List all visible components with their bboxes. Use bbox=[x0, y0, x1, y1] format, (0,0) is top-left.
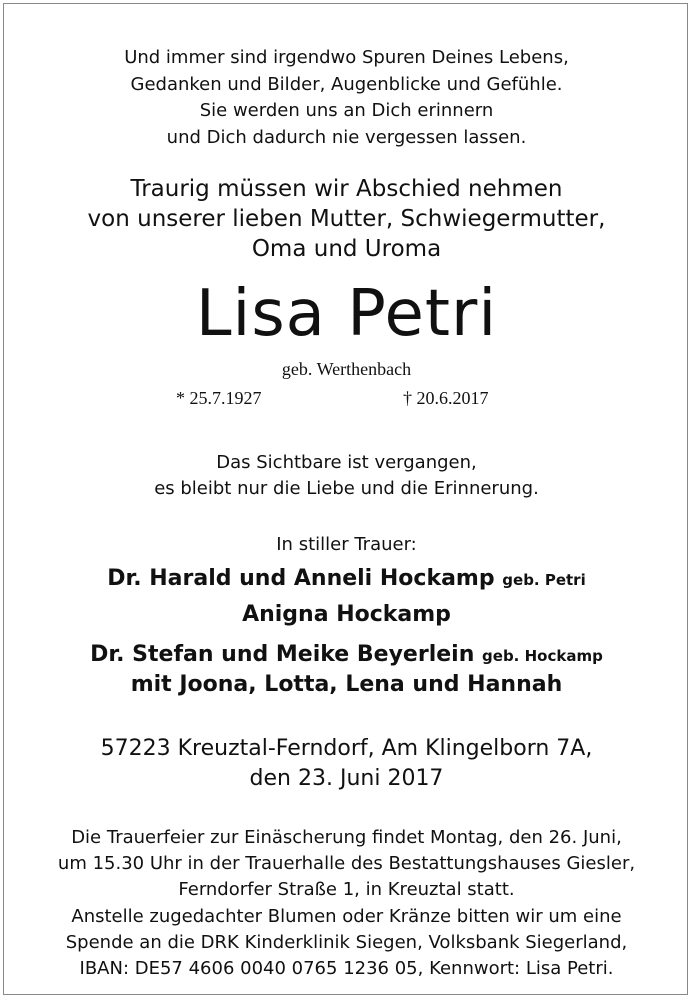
quote-line: es bleibt nur die Liebe und die Erinnerung. bbox=[154, 478, 539, 499]
address-block bbox=[0, 734, 693, 794]
funeral-service-info bbox=[0, 825, 693, 903]
donation-request bbox=[0, 904, 693, 982]
family-member-note: geb. Hockamp bbox=[482, 647, 603, 665]
service-line: Die Trauerfeier zur Einäscherung findet Montag, den 26. Juni, bbox=[71, 827, 622, 848]
memorial-quote bbox=[0, 450, 693, 502]
family-member-name: mit Joona, Lotta, Lena und Hannah bbox=[130, 672, 563, 697]
poem-line: Gedanken und Bilder, Augenblicke und Gefühle. bbox=[130, 73, 563, 95]
donation-line: Spende an die DRK Kinderklinik Siegen, Volksbank Siegerland, bbox=[65, 932, 628, 953]
date-line: den 23. Juni 2017 bbox=[249, 766, 444, 791]
poem-line: und Dich dadurch nie vergessen lassen. bbox=[166, 126, 527, 148]
family-member bbox=[0, 600, 693, 630]
service-line: um 15.30 Uhr in der Trauerhalle des Bestattungshauses Giesler, bbox=[57, 853, 636, 874]
deceased-name: Lisa Petri bbox=[195, 277, 498, 351]
intro-line: Traurig müssen wir Abschied nehmen bbox=[130, 176, 563, 202]
family-member-name: Dr. Stefan und Meike Beyerlein bbox=[90, 642, 475, 667]
family-member bbox=[0, 640, 693, 671]
poem-line: Und immer sind irgendwo Spuren Deines Lebens, bbox=[124, 47, 569, 68]
birth-date: * 25.7.1927 bbox=[176, 388, 262, 408]
poem bbox=[0, 45, 693, 151]
address-line: 57223 Kreuztal-Ferndorf, Am Klingelborn 7A, bbox=[100, 736, 593, 761]
quote-line: Das Sichtbare ist vergangen, bbox=[216, 452, 477, 473]
intro-line: Oma und Uroma bbox=[251, 236, 442, 262]
death-date: † 20.6.2017 bbox=[403, 388, 489, 408]
family-member bbox=[0, 564, 693, 595]
farewell-intro bbox=[0, 174, 693, 264]
birth-name: geb. Werthenbach bbox=[281, 359, 412, 379]
family-member-name: Anigna Hockamp bbox=[242, 602, 451, 627]
mourning-heading: In stiller Trauer: bbox=[276, 534, 417, 555]
family-member-name: Dr. Harald und Anneli Hockamp bbox=[107, 566, 495, 591]
poem-line: Sie werden uns an Dich erinnern bbox=[199, 100, 494, 121]
donation-line: IBAN: DE57 4606 0040 0765 1236 05, Kennwort: Lisa Petri. bbox=[79, 958, 614, 979]
family-member bbox=[0, 670, 693, 700]
family-member-note: geb. Petri bbox=[502, 571, 586, 589]
service-line: Ferndorfer Straße 1, in Kreuztal statt. bbox=[178, 879, 515, 900]
intro-line: von unserer lieben Mutter, Schwiegermutter, bbox=[87, 206, 606, 232]
donation-line: Anstelle zugedachter Blumen oder Kränze bitten wir um eine bbox=[71, 906, 622, 927]
